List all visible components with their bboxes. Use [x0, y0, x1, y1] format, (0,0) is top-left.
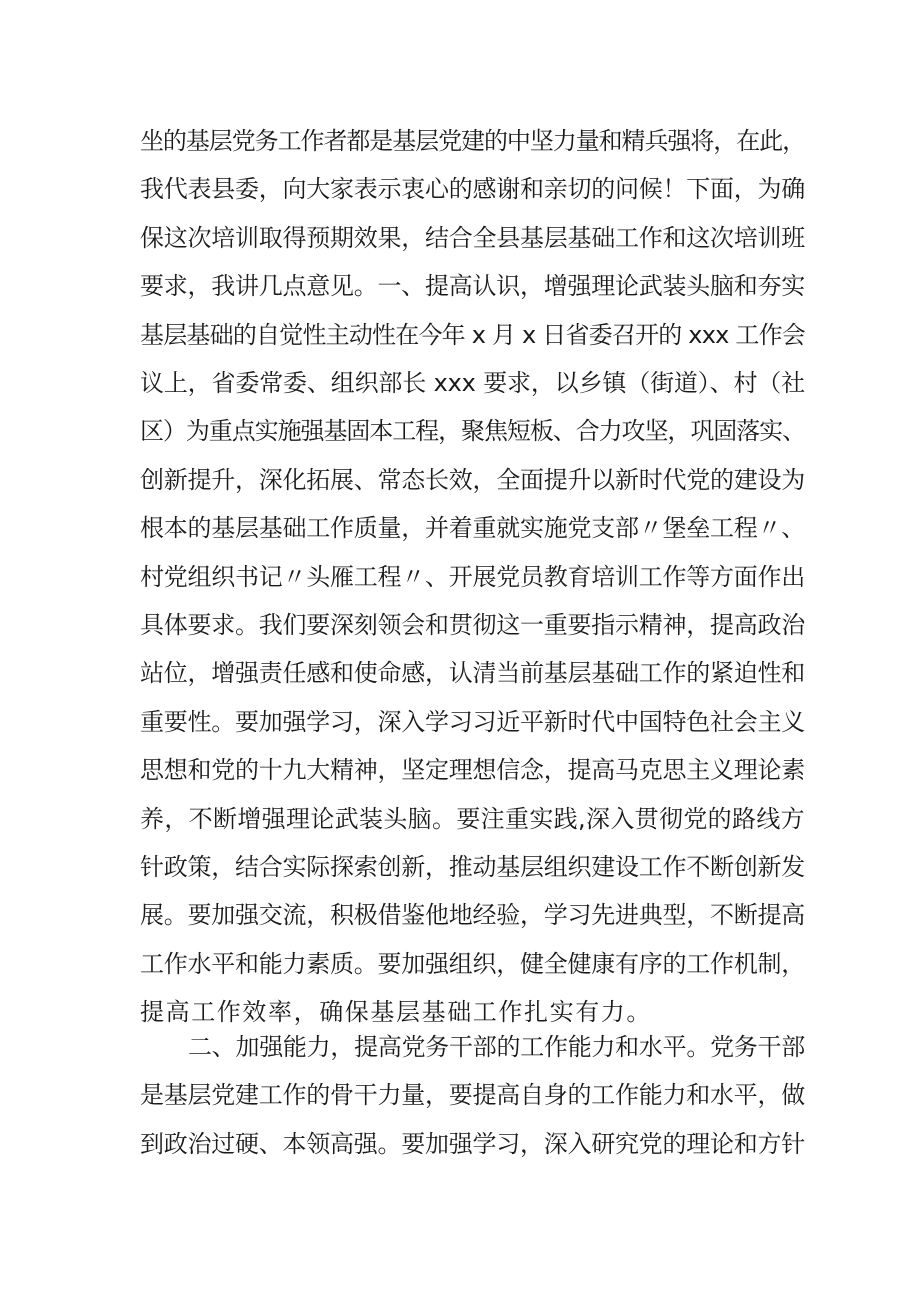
text-line: 思想和党的十九大精神，坚定理想信念，提高马克思主义理论素 — [140, 756, 805, 785]
text-line: 针政策，结合实际探索创新，推动基层组织建设工作不断创新发 — [140, 853, 805, 881]
text-line: 展。要加强交流，积极借鉴他地经验，学习先进典型，不断提高 — [140, 901, 805, 930]
text-line: 区）为重点实施强基固本工程，聚焦短板、合力攻坚，巩固落实、 — [140, 417, 805, 446]
text-line: 二、加强能力，提高党务干部的工作能力和水平。党务干部 — [188, 1033, 805, 1061]
text-line: 保这次培训取得预期效果，结合全县基层基础工作和这次培训班 — [140, 223, 805, 252]
text-line: 养，不断增强理论武装头脑。要注重实践,深入贯彻党的路线方 — [140, 804, 805, 833]
text-line: 重要性。要加强学习，深入学习习近平新时代中国特色社会主义 — [140, 707, 805, 736]
text-line: 是基层党建工作的骨干力量，要提高自身的工作能力和水平，做 — [140, 1081, 805, 1110]
text-line: 村党组织书记〃头雁工程〃、开展党员教育培训工作等方面作出 — [140, 562, 805, 591]
text-line: 根本的基层基础工作质量，并着重就实施党支部〃堡垒工程〃、 — [140, 514, 805, 543]
text-line: 坐的基层党务工作者都是基层党建的中坚力量和精兵强将，在此， — [140, 127, 805, 155]
text-line: 要求，我讲几点意见。一、提高认识，增强理论武装头脑和夯实 — [140, 272, 805, 301]
text-line: 提高工作效率，确保基层基础工作扎实有力。 — [140, 998, 652, 1027]
text-line: 基层基础的自觉性主动性在今年 x 月 x 日省委召开的 xxx 工作会 — [140, 320, 805, 349]
text-line: 到政治过硬、本领高强。要加强学习，深入研究党的理论和方针 — [140, 1129, 805, 1158]
text-line: 议上，省委常委、组织部长 xxx 要求，以乡镇（街道）、村（社 — [140, 369, 805, 397]
text-line: 工作水平和能力素质。要加强组织，健全健康有序的工作机制， — [140, 949, 805, 978]
text-line: 具体要求。我们要深刻领会和贯彻这一重要指示精神，提高政治 — [140, 611, 805, 639]
text-line: 创新提升，深化拓展、常态长效，全面提升以新时代党的建设为 — [140, 465, 805, 494]
text-line: 站位，增强责任感和使命感，认清当前基层基础工作的紧迫性和 — [140, 659, 805, 688]
text-line: 我代表县委，向大家表示衷心的感谢和亲切的问候！下面，为确 — [140, 175, 805, 204]
